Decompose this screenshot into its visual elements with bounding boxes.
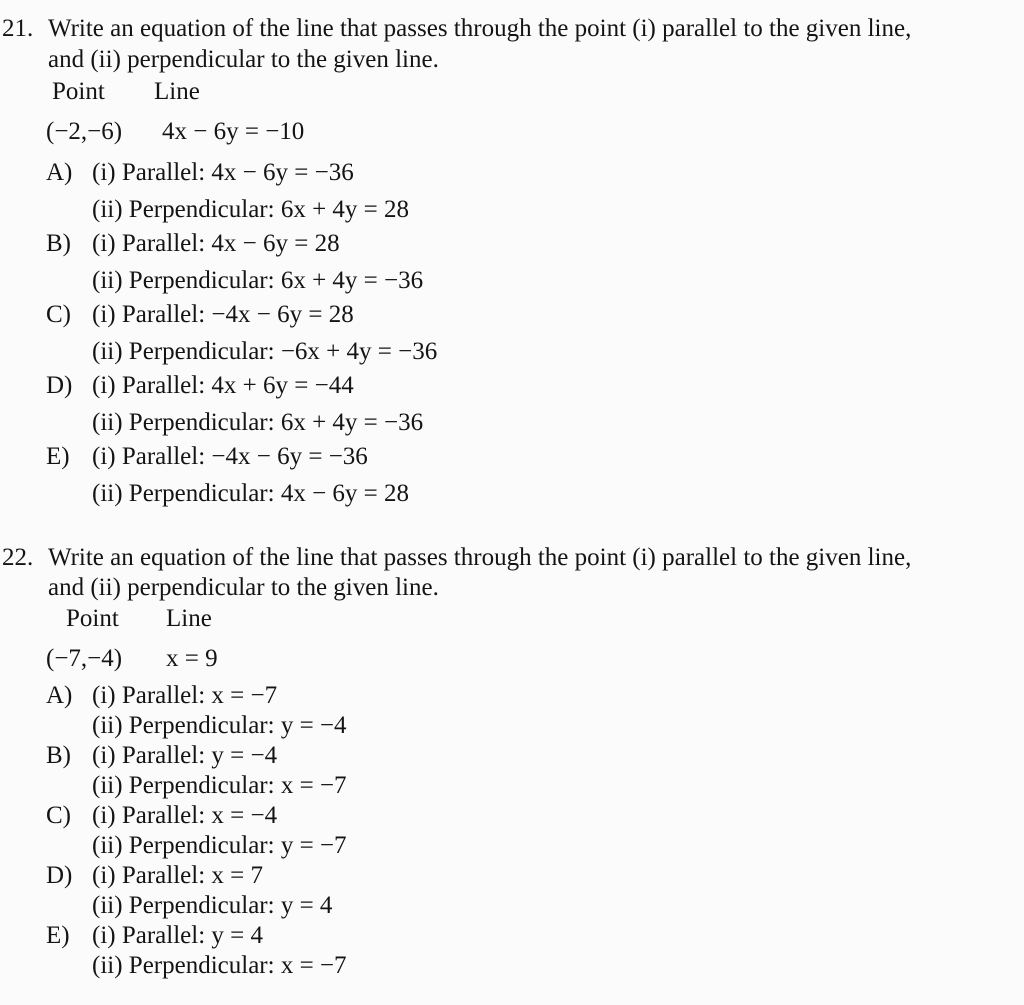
choice-parallel: (i) Parallel: x = 7 [92, 862, 263, 889]
given-line: x = 9 [166, 645, 218, 672]
choice-letter: B) [46, 742, 71, 769]
given-point: (−7,−4) [46, 645, 123, 672]
choice-perpendicular: (ii) Perpendicular: x = −7 [92, 772, 347, 799]
choice-parallel: (i) Parallel: y = −4 [92, 742, 278, 769]
choice-perpendicular: (ii) Perpendicular: 6x + 4y = −36 [92, 267, 424, 294]
choice-parallel: (i) Parallel: x = −7 [92, 682, 278, 709]
choice-perpendicular: (ii) Perpendicular: 4x − 6y = 28 [92, 480, 410, 507]
choice-letter: D) [46, 862, 73, 889]
choice-parallel: (i) Parallel: −4x − 6y = 28 [92, 301, 354, 328]
choice-parallel: (i) Parallel: y = 4 [92, 922, 263, 949]
problem-number: 22. [2, 544, 34, 571]
problem-prompt-line-1: Write an equation of the line that passes through the point (i) parallel to the given line, [48, 15, 912, 42]
choice-perpendicular: (ii) Perpendicular: −6x + 4y = −36 [92, 338, 438, 365]
choice-letter: E) [46, 443, 70, 470]
point-column-header: Point [52, 78, 105, 105]
choice-perpendicular: (ii) Perpendicular: y = −7 [92, 832, 347, 859]
problem-prompt-line-1: Write an equation of the line that passes through the point (i) parallel to the given line, [48, 544, 912, 571]
choice-perpendicular: (ii) Perpendicular: y = 4 [92, 892, 333, 919]
choice-letter: A) [46, 682, 73, 709]
choice-letter: D) [46, 372, 73, 399]
choice-letter: E) [46, 922, 70, 949]
choice-perpendicular: (ii) Perpendicular: 6x + 4y = −36 [92, 409, 424, 436]
choice-letter: C) [46, 301, 71, 328]
choice-parallel: (i) Parallel: 4x − 6y = −36 [92, 159, 354, 186]
choice-parallel: (i) Parallel: x = −4 [92, 802, 278, 829]
given-point: (−2,−6) [46, 118, 123, 145]
choice-letter: B) [46, 230, 71, 257]
problem-prompt-line-2: and (ii) perpendicular to the given line. [48, 574, 439, 601]
problem-number: 21. [2, 15, 34, 42]
choice-letter: A) [46, 159, 73, 186]
given-line: 4x − 6y = −10 [162, 118, 305, 145]
line-column-header: Line [166, 605, 212, 632]
line-column-header: Line [154, 78, 200, 105]
choice-parallel: (i) Parallel: 4x − 6y = 28 [92, 230, 340, 257]
choice-letter: C) [46, 802, 71, 829]
choice-parallel: (i) Parallel: 4x + 6y = −44 [92, 372, 354, 399]
choice-perpendicular: (ii) Perpendicular: 6x + 4y = 28 [92, 196, 410, 223]
point-column-header: Point [66, 605, 119, 632]
choice-perpendicular: (ii) Perpendicular: y = −4 [92, 712, 347, 739]
choice-parallel: (i) Parallel: −4x − 6y = −36 [92, 443, 368, 470]
choice-perpendicular: (ii) Perpendicular: x = −7 [92, 952, 347, 979]
problem-prompt-line-2: and (ii) perpendicular to the given line. [48, 46, 439, 73]
